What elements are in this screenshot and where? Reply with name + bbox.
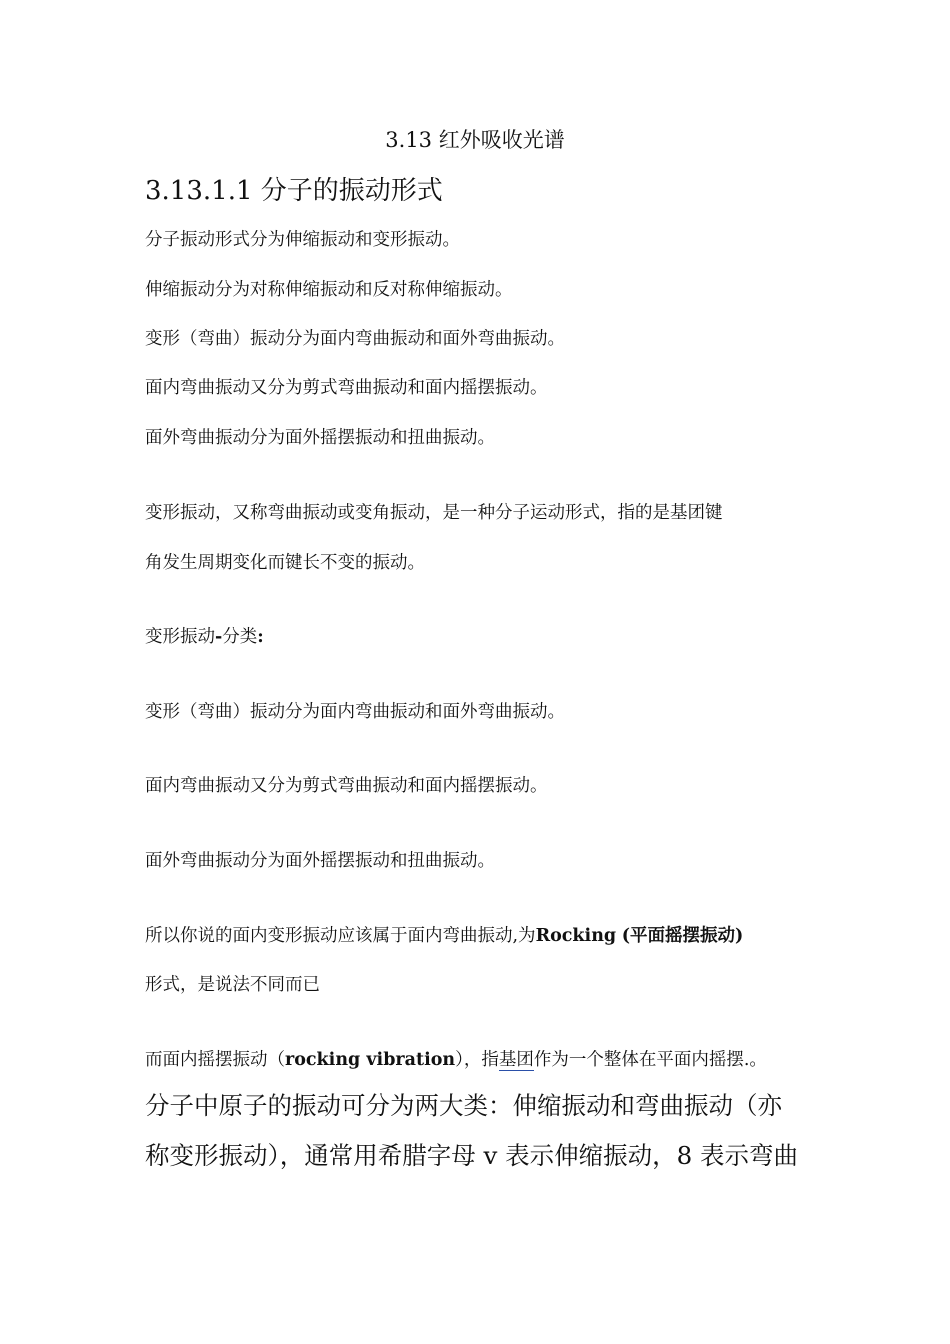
linked-term[interactable]: 基团 bbox=[498, 1050, 534, 1070]
text-run: 作为一个整体在平面内摇摆.。 bbox=[533, 1050, 767, 1070]
paragraph-line: 面内弯曲振动又分为剪式弯曲振动和面内摇摆振动。 bbox=[145, 378, 548, 398]
section-heading: 3.13.1.1 分子的振动形式 bbox=[145, 176, 443, 206]
text-run: rocking vibration bbox=[285, 1050, 456, 1070]
paragraph-line: 称变形振动），通常用希腊字母 v 表示伸缩振动，8 表示弯曲 bbox=[145, 1141, 799, 1170]
page-title: 3.13 红外吸收光谱 bbox=[385, 128, 565, 152]
paragraph-line bbox=[145, 922, 743, 947]
text-run: 而面内摇摆振动（ bbox=[145, 1050, 285, 1070]
paragraph-line: 面外弯曲振动分为面外摇摆振动和扭曲振动。 bbox=[145, 851, 495, 871]
paragraph-line bbox=[145, 1046, 767, 1071]
paragraph-line: 分子振动形式分为伸缩振动和变形振动。 bbox=[145, 230, 460, 250]
text-run: (平面摇摆振动) bbox=[621, 926, 744, 946]
subheading-line bbox=[145, 623, 264, 648]
paragraph-line: 角发生周期变化而键长不变的振动。 bbox=[145, 553, 425, 573]
paragraph-line: 面外弯曲振动分为面外摇摆振动和扭曲振动。 bbox=[145, 428, 495, 448]
paragraph-line: 变形振动，又称弯曲振动或变角振动，是一种分子运动形式，指的是基团键 bbox=[145, 503, 723, 523]
text-run: - bbox=[215, 627, 223, 647]
text-run: ），指 bbox=[455, 1050, 499, 1070]
paragraph-line: 面内弯曲振动又分为剪式弯曲振动和面内摇摆振动。 bbox=[145, 776, 548, 796]
text-run: Rocking bbox=[535, 926, 617, 946]
paragraph-line: 形式，是说法不同而已 bbox=[145, 975, 320, 995]
paragraph-line: 分子中原子的振动可分为两大类：伸缩振动和弯曲振动（亦 bbox=[145, 1091, 782, 1120]
paragraph-line: 伸缩振动分为对称伸缩振动和反对称伸缩振动。 bbox=[145, 280, 513, 300]
text-run: : bbox=[257, 627, 264, 647]
paragraph-line: 变形（弯曲）振动分为面内弯曲振动和面外弯曲振动。 bbox=[145, 702, 565, 722]
text-run: 所以你说的面内变形振动应该属于面内弯曲振动,为 bbox=[145, 926, 536, 946]
text-run: 变形振动 bbox=[145, 627, 215, 647]
paragraph-line: 变形（弯曲）振动分为面内弯曲振动和面外弯曲振动。 bbox=[145, 329, 565, 349]
text-run: 分类 bbox=[222, 627, 258, 647]
